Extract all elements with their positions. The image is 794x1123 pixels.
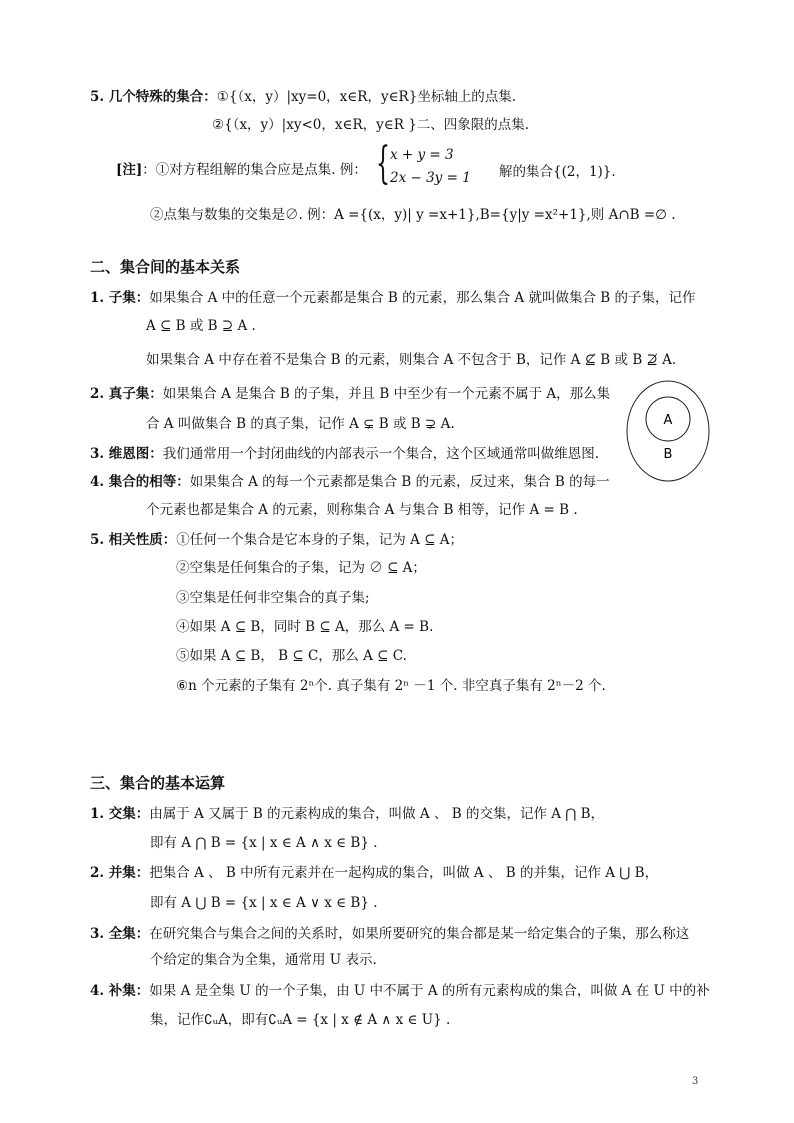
note-label: [注] [116,162,143,178]
item-text: 如果集合 A 中的任意一个元素都是集合 B 的元素，那么集合 A 就叫做集合 B 的子集，记作 [149,290,696,306]
special-sets-item [90,87,516,107]
proper-subset-notation: 合 A 叫做集合 B 的真子集，记作 A ⊊ B 或 B ⊋ A. [146,416,455,432]
union-item [90,863,658,883]
complement-formula: 集，记作∁ᵤA，即有∁ᵤA = {x | x ∉ A ∧ x ∈ U} . [150,1012,451,1028]
special-sets-line2: ②{（x，y）|xy<0，x∈R，y∈R }二、四象限的点集. [212,117,530,133]
item-text: 如果集合 A 是集合 B 的子集，并且 B 中至少有一个元素不属于 A，那么集 [162,386,611,402]
page-number: 3 [692,1076,699,1087]
item-text: 把集合 A 、 B 中所有元素并在一起构成的集合，叫做 A 、 B 的并集，记作 A ⋃ B， [149,865,659,881]
note-line1-tail: 解的集合{(2，1)}. [499,164,616,180]
item-text: 如果 A 是全集 U 的一个子集，由 U 中不属于 A 的所有元素构成的集合，叫做 A 在 U 中的补 [149,983,710,999]
equality-item [90,472,610,492]
subset-notation: A ⊆ B 或 B ⊇ A . [146,318,256,334]
item-label: 5. 相关性质： [90,532,177,548]
section-2-heading: 二、集合间的基本关系 [90,258,241,276]
item-text: ①任何一个集合是它本身的子集，记为 A ⊆ A； [176,532,463,548]
universal-set-item [90,924,689,944]
properties-item [90,530,463,550]
venn-outer-circle [627,381,709,481]
section-3-heading: 三、集合的基本运算 [90,774,226,792]
note-line1 [116,160,367,180]
property-2: ②空集是任何集合的子集，记为 ∅ ⊆ A； [176,560,426,576]
venn-diagram [624,378,712,484]
item-label: 3. 全集： [90,926,150,942]
universal-set-line2: 个给定的集合为全集，通常用 U 表示. [150,952,377,968]
equality-line2: 个元素也都是集合 A 的元素，则称集合 A 与集合 B 相等，记作 A = B . [146,502,578,518]
property-5: ⑤如果 A ⊆ B， B ⊆ C，那么 A ⊆ C. [176,648,407,664]
item-label: 4. 补集： [90,983,150,999]
item-label: 3. 维恩图： [90,446,163,462]
item-label: 4. 集合的相等： [90,474,190,490]
not-subset-text: 如果集合 A 中存在着不是集合 B 的元素，则集合 A 不包含于 B，记作 A ⊈ B 或 B ⊉ A. [146,352,677,368]
intersection-item [90,804,604,824]
intersection-formula: 即有 A ⋂ B = {x | x ∈ A ∧ x ∈ B} . [150,835,378,851]
item-text: ①{（x，y）|xy=0，x∈R，y∈R}坐标轴上的点集. [216,89,517,105]
item-label: 2. 并集： [90,865,150,881]
note-text: ：①对方程组解的集合应是点集. 例： [142,162,367,178]
equation-system [376,138,496,191]
item-label: 1. 交集： [90,806,150,822]
item-text: 由属于 A 又属于 B 的元素构成的集合，叫做 A 、 B 的交集，记作 A ⋂ B， [149,806,605,822]
venn-label-b: B [663,447,673,462]
item-label: 5. 几个特殊的集合： [90,89,217,105]
complement-item [90,981,710,1001]
subset-item [90,288,695,308]
item-label: 1. 子集： [90,290,150,306]
property-4: ④如果 A ⊆ B，同时 B ⊆ A，那么 A = B. [176,619,434,635]
item-text: 在研究集合与集合之间的关系时，如果所要研究的集合都是某一给定集合的子集，那么称这 [149,926,690,942]
venn-label-a: A [663,413,673,428]
item-text: 如果集合 A 的每一个元素都是集合 B 的元素，反过来，集合 B 的每一 [189,474,610,490]
venn-item [90,444,599,464]
left-brace-icon: { [376,138,390,189]
proper-subset-item [90,384,610,404]
item-text: 我们通常用一个封闭曲线的内部表示一个集合，这个区域通常叫做维恩图. [162,446,600,462]
item-label: 2. 真子集： [90,386,163,402]
property-3: ③空集是任何非空集合的真子集; [176,590,370,606]
property-6: ⑥n 个元素的子集有 2ⁿ个. 真子集有 2ⁿ －1 个. 非空真子集有 2ⁿ－2 个. [176,678,606,694]
note-line2: ②点集与数集的交集是∅. 例：A ={(x，y)| y =x+1},B={y|y =x²+1},则 A∩B =∅ . [150,207,676,223]
equation-2: 2x − 3y = 1 [390,170,471,186]
equation-1: x + y = 3 [390,147,454,163]
union-formula: 即有 A ⋃ B = {x | x ∈ A ∨ x ∈ B} . [150,895,378,911]
